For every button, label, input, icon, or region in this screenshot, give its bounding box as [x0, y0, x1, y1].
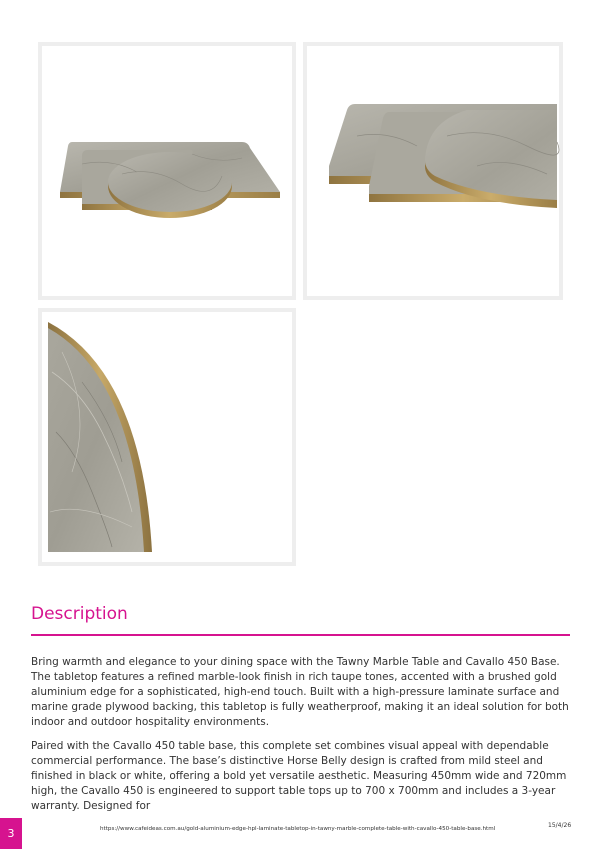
- description-paragraph-1: Bring warmth and elegance to your dining space with the Tawny Marble Table and Cavallo 450 Base. The tabletop features a refined marble-look finish in rich taupe tones, accented with a brushed gold aluminium edge for a sophisticated, high-end touch. Built with a high-pressure laminate surface and marine grade plywood backing, this tabletop is fully weatherproof, making it an ideal solution for both indoor and outdoor hospitality environments.: [31, 656, 569, 728]
- footer-date: 15/4/26: [548, 822, 572, 829]
- description-heading: Description: [31, 604, 128, 624]
- description-body: [31, 655, 570, 823]
- footer-url[interactable]: https://www.cafeideas.com.au/gold-aluminium-edge-hpl-laminate-tabletop-in-tawny-marble-complete-table-with-cavallo-450-table-base.html: [100, 826, 496, 832]
- page-number-badge: 3: [0, 818, 22, 849]
- description-paragraph-2: Paired with the Cavallo 450 table base, this complete set combines visual appeal with dependable commercial performance. The base’s distinctive Horse Belly design is crafted from mild steel and finished in black or white, offering a bold yet versatile aesthetic. Measuring 450mm wide and 720mm high, the Cavallo 450 is engineered to support table tops up to 700 x 700mm and includes a 3-year warranty. Designed for: [31, 740, 567, 812]
